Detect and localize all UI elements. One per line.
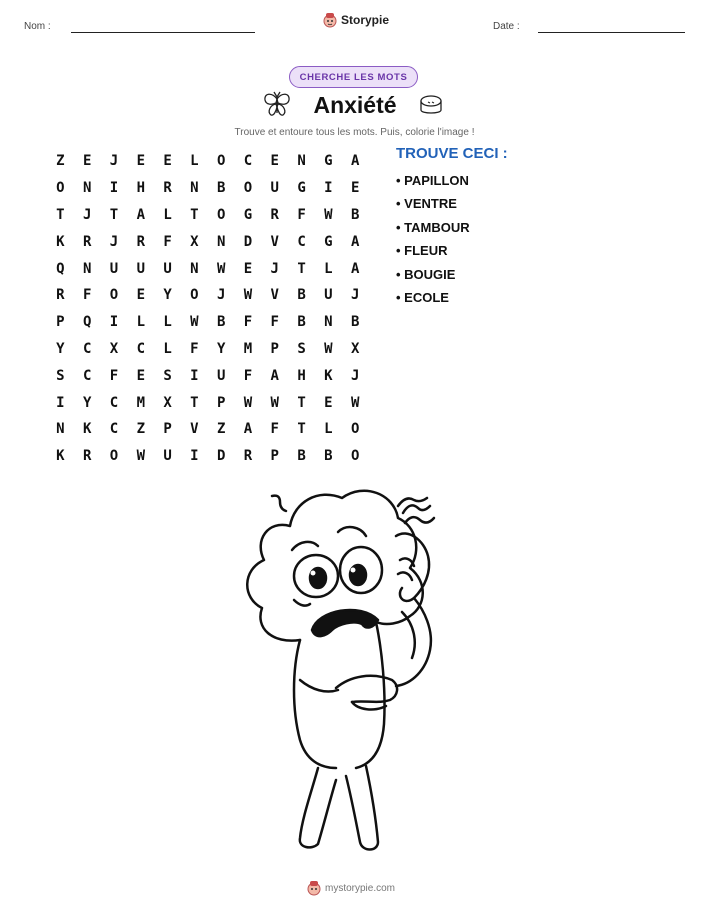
grid-letter[interactable]: I	[56, 394, 65, 411]
grid-letter[interactable]: T	[190, 206, 199, 223]
grid-letter[interactable]: E	[243, 260, 253, 277]
grid-letter[interactable]: E	[324, 394, 333, 411]
grid-letter[interactable]: F	[297, 206, 306, 223]
word-item: • TAMBOUR	[396, 219, 470, 235]
grid-letter[interactable]: K	[56, 448, 65, 465]
grid-letter[interactable]: A	[350, 233, 360, 250]
grid-letter[interactable]: K	[82, 421, 92, 438]
grid-letter[interactable]: I	[190, 448, 199, 465]
grid-letter[interactable]: P	[216, 394, 226, 411]
grid-letter[interactable]: T	[56, 206, 65, 223]
grid-letter[interactable]: G	[324, 233, 333, 250]
grid-letter[interactable]: F	[190, 340, 199, 357]
grid-letter[interactable]: C	[243, 153, 253, 170]
grid-letter[interactable]: N	[297, 153, 306, 170]
grid-letter[interactable]: M	[136, 394, 145, 411]
grid-letter[interactable]: O	[109, 287, 119, 304]
grid-letter[interactable]: S	[163, 367, 172, 384]
grid-letter[interactable]: L	[163, 314, 172, 331]
grid-letter[interactable]: D	[243, 233, 253, 250]
grid-letter[interactable]: J	[350, 367, 360, 384]
grid-letter[interactable]: W	[216, 260, 226, 277]
grid-letter[interactable]: J	[216, 287, 226, 304]
grid-letter[interactable]: U	[324, 287, 333, 304]
grid-letter[interactable]: Z	[216, 421, 226, 438]
grid-letter[interactable]: U	[216, 367, 226, 384]
grid-letter[interactable]: E	[136, 367, 145, 384]
anxious-character-illustration	[235, 488, 450, 860]
grid-letter[interactable]: C	[109, 394, 119, 411]
grid-letter[interactable]: S	[56, 367, 65, 384]
grid-letter[interactable]: H	[136, 180, 145, 197]
grid-letter[interactable]: O	[190, 287, 199, 304]
grid-letter[interactable]: Z	[136, 421, 145, 438]
grid-letter[interactable]: M	[243, 340, 253, 357]
grid-letter[interactable]: J	[350, 287, 360, 304]
grid-letter[interactable]: H	[297, 367, 306, 384]
grid-letter[interactable]: J	[270, 260, 279, 277]
word-search-grid[interactable]	[47, 148, 369, 470]
grid-letter[interactable]: C	[82, 340, 92, 357]
grid-letter[interactable]: B	[216, 314, 226, 331]
grid-letter[interactable]: I	[324, 180, 333, 197]
grid-letter[interactable]: Y	[56, 340, 65, 357]
grid-letter[interactable]: E	[136, 153, 145, 170]
grid-letter[interactable]: U	[163, 448, 172, 465]
grid-letter[interactable]: F	[163, 233, 172, 250]
grid-letter[interactable]: O	[216, 153, 226, 170]
grid-letter[interactable]: F	[82, 287, 92, 304]
name-field-line[interactable]	[71, 32, 255, 33]
grid-letter[interactable]: W	[243, 394, 253, 411]
grid-letter[interactable]: Q	[82, 314, 92, 331]
grid-letter[interactable]: W	[324, 206, 333, 223]
grid-letter[interactable]: R	[82, 448, 92, 465]
grid-letter[interactable]: N	[190, 180, 199, 197]
grid-letter[interactable]: W	[190, 314, 199, 331]
grid-letter[interactable]: V	[270, 287, 279, 304]
grid-letter[interactable]: K	[56, 233, 65, 250]
grid-letter[interactable]: J	[109, 153, 119, 170]
brand	[323, 12, 389, 28]
grid-letter[interactable]: R	[82, 233, 92, 250]
brand-name: Storypie	[341, 13, 390, 27]
grid-letter[interactable]: L	[136, 314, 145, 331]
drum-icon	[418, 92, 444, 118]
grid-letter[interactable]: O	[243, 180, 253, 197]
grid-letter[interactable]: E	[270, 153, 279, 170]
butterfly-icon	[262, 91, 292, 119]
grid-letter[interactable]: J	[82, 206, 92, 223]
grid-letter[interactable]: B	[297, 448, 306, 465]
grid-letter[interactable]: V	[190, 421, 199, 438]
word-list	[396, 172, 470, 312]
grid-letter[interactable]: W	[136, 448, 145, 465]
grid-letter[interactable]: L	[324, 421, 333, 438]
footer-site[interactable]: mystorypie.com	[325, 882, 396, 894]
grid-letter[interactable]: W	[324, 340, 333, 357]
name-label: Nom :	[24, 21, 51, 32]
grid-letter[interactable]: U	[109, 260, 119, 277]
grid-letter[interactable]: P	[270, 448, 279, 465]
grid-letter[interactable]: N	[56, 421, 65, 438]
grid-letter[interactable]: N	[190, 260, 199, 277]
grid-letter[interactable]: W	[270, 394, 279, 411]
grid-letter[interactable]: F	[243, 314, 253, 331]
grid-letter[interactable]: A	[350, 260, 360, 277]
date-label: Date :	[493, 21, 520, 32]
grid-letter[interactable]: A	[243, 421, 253, 438]
grid-letter[interactable]: G	[243, 206, 253, 223]
grid-letter[interactable]: Q	[56, 260, 65, 277]
grid-letter[interactable]: U	[136, 260, 145, 277]
grid-letter[interactable]: F	[243, 367, 253, 384]
grid-letter[interactable]: B	[324, 448, 333, 465]
grid-letter[interactable]: B	[216, 180, 226, 197]
grid-letter[interactable]: X	[109, 340, 119, 357]
grid-letter[interactable]: R	[136, 233, 145, 250]
grid-letter[interactable]: P	[270, 340, 279, 357]
grid-letter[interactable]: N	[216, 233, 226, 250]
grid-letter[interactable]: L	[324, 260, 333, 277]
grid-letter[interactable]: J	[109, 233, 119, 250]
grid-letter[interactable]: R	[163, 180, 172, 197]
grid-letter[interactable]: F	[109, 367, 119, 384]
grid-letter[interactable]: G	[324, 153, 333, 170]
grid-letter[interactable]: O	[109, 448, 119, 465]
grid-letter[interactable]: B	[350, 206, 360, 223]
word-item: • ECOLE	[396, 289, 449, 305]
grid-letter[interactable]: P	[163, 421, 172, 438]
grid-letter[interactable]: S	[297, 340, 306, 357]
grid-letter[interactable]: C	[109, 421, 119, 438]
grid-letter[interactable]: V	[270, 233, 279, 250]
grid-letter[interactable]: O	[216, 206, 226, 223]
grid-letter[interactable]: X	[350, 340, 360, 357]
grid-letter[interactable]: N	[82, 260, 92, 277]
grid-letter[interactable]: R	[270, 206, 279, 223]
grid-letter[interactable]: Y	[82, 394, 92, 411]
grid-letter[interactable]: Z	[56, 153, 65, 170]
grid-letter[interactable]: B	[297, 287, 306, 304]
footer	[307, 880, 395, 896]
grid-letter[interactable]: L	[163, 340, 172, 357]
grid-letter[interactable]: F	[270, 314, 279, 331]
grid-letter[interactable]: X	[163, 394, 172, 411]
grid-letter[interactable]: K	[324, 367, 333, 384]
storypie-logo-icon	[323, 12, 337, 28]
grid-letter[interactable]: R	[56, 287, 65, 304]
grid-letter[interactable]: U	[163, 260, 172, 277]
grid-letter[interactable]: W	[243, 287, 253, 304]
grid-letter[interactable]: C	[82, 367, 92, 384]
grid-letter[interactable]: T	[297, 260, 306, 277]
word-list-title: TROUVE CECI :	[396, 145, 508, 162]
grid-letter[interactable]: B	[297, 314, 306, 331]
word-item: • PAPILLON	[396, 173, 469, 188]
grid-letter[interactable]: G	[297, 180, 306, 197]
grid-letter[interactable]: C	[297, 233, 306, 250]
grid-letter[interactable]: A	[136, 206, 145, 223]
grid-letter[interactable]: C	[136, 340, 145, 357]
word-item: • FLEUR	[396, 243, 448, 259]
grid-letter[interactable]: E	[82, 153, 92, 170]
grid-letter[interactable]: W	[350, 394, 360, 411]
grid-letter[interactable]: E	[350, 180, 360, 197]
grid-letter[interactable]: R	[243, 448, 253, 465]
grid-letter[interactable]: Y	[163, 287, 172, 304]
instructions: Trouve et entoure tous les mots. Puis, colorie l'image !	[234, 127, 475, 138]
grid-letter[interactable]: E	[163, 153, 172, 170]
grid-letter[interactable]: N	[82, 180, 92, 197]
word-item: • BOUGIE	[396, 266, 456, 282]
grid-letter[interactable]: I	[109, 314, 119, 331]
grid-letter[interactable]: T	[109, 206, 119, 223]
grid-letter[interactable]: O	[56, 180, 65, 197]
grid-letter[interactable]: Y	[216, 340, 226, 357]
grid-letter[interactable]: I	[190, 367, 199, 384]
grid-letter[interactable]: F	[270, 421, 279, 438]
grid-letter[interactable]: L	[163, 206, 172, 223]
grid-letter[interactable]: X	[190, 233, 199, 250]
word-item: • VENTRE	[396, 196, 457, 212]
date-field-line[interactable]	[538, 32, 685, 33]
storypie-logo-icon	[307, 880, 321, 896]
grid-letter[interactable]: E	[136, 287, 145, 304]
grid-letter[interactable]: D	[216, 448, 226, 465]
grid-letter[interactable]: T	[297, 421, 306, 438]
grid-letter[interactable]: B	[350, 314, 360, 331]
grid-letter[interactable]: U	[270, 180, 279, 197]
grid-letter[interactable]: I	[109, 180, 119, 197]
grid-letter[interactable]: A	[350, 153, 360, 170]
grid-letter[interactable]: O	[350, 448, 360, 465]
page-title: Anxiété	[313, 92, 397, 118]
grid-letter[interactable]: T	[190, 394, 199, 411]
activity-badge: CHERCHE LES MOTS	[289, 66, 418, 88]
grid-letter[interactable]: T	[297, 394, 306, 411]
grid-letter[interactable]: O	[350, 421, 360, 438]
grid-letter[interactable]: P	[56, 314, 65, 331]
grid-letter[interactable]: L	[190, 153, 199, 170]
grid-letter[interactable]: A	[270, 367, 279, 384]
grid-letter[interactable]: N	[324, 314, 333, 331]
